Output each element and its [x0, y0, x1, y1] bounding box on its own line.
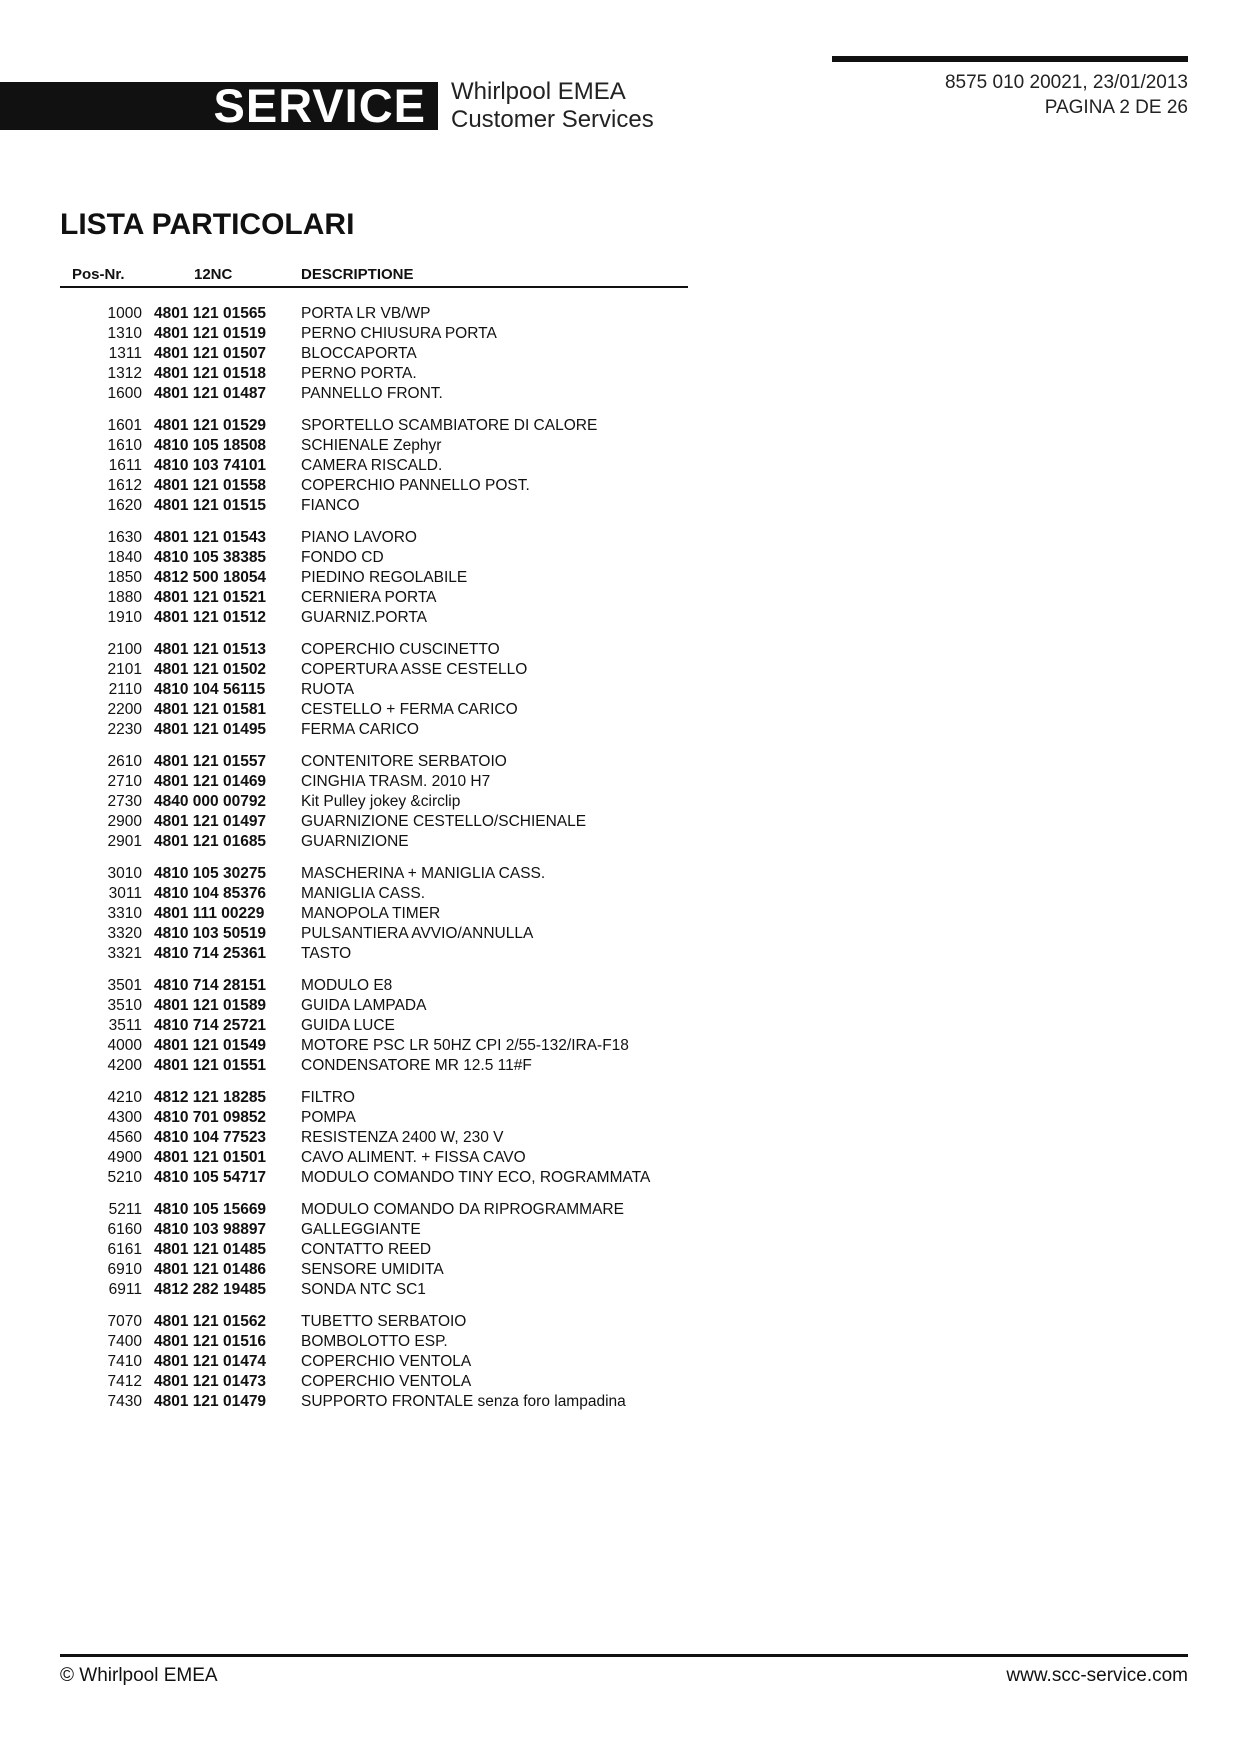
part-number-12nc: 4840 000 00792: [154, 793, 267, 810]
table-row: [60, 364, 720, 384]
table-row: [60, 792, 720, 812]
table-row: [60, 1168, 720, 1188]
table-row: [60, 548, 720, 568]
part-description: CONTENITORE SERBATOIO: [301, 753, 507, 770]
table-row: [60, 1392, 720, 1412]
pos-number: 1610: [107, 437, 142, 454]
pos-number: 7070: [107, 1313, 142, 1330]
part-description: CAMERA RISCALD.: [301, 457, 443, 474]
pos-number: 2200: [107, 701, 142, 718]
part-description: CAVO ALIMENT. + FISSA CAVO: [301, 1149, 526, 1166]
table-row: [60, 324, 720, 344]
table-row: [60, 304, 720, 324]
part-number-12nc: 4801 121 01507: [154, 345, 267, 362]
parts-group: [60, 1088, 720, 1188]
part-number-12nc: 4801 111 00229: [154, 905, 265, 922]
part-description: Kit Pulley jokey &circlip: [301, 793, 461, 810]
part-description: CERNIERA PORTA: [301, 589, 437, 606]
parts-group: [60, 752, 720, 852]
document-reference: [945, 70, 1188, 120]
part-description: GUIDA LAMPADA: [301, 997, 427, 1014]
part-description: MODULO E8: [301, 977, 393, 994]
pos-number: 1600: [107, 385, 142, 402]
part-number-12nc: 4801 121 01469: [154, 773, 267, 790]
part-description: CONDENSATORE MR 12.5 11#F: [301, 1057, 532, 1074]
part-description: TASTO: [301, 945, 352, 962]
pos-number: 4560: [107, 1129, 142, 1146]
part-number-12nc: 4810 104 56115: [154, 681, 266, 698]
part-description: PIEDINO REGOLABILE: [301, 569, 468, 586]
part-number-12nc: 4812 500 18054: [154, 569, 267, 586]
part-number-12nc: 4801 121 01512: [154, 609, 267, 626]
part-number-12nc: 4801 121 01521: [154, 589, 267, 606]
parts-group: [60, 976, 720, 1076]
pos-number: 1850: [107, 569, 142, 586]
pos-number: 1630: [107, 529, 142, 546]
table-row: [60, 944, 720, 964]
table-row: [60, 1260, 720, 1280]
table-row: [60, 832, 720, 852]
part-number-12nc: 4801 121 01515: [154, 497, 267, 514]
pos-number: 2101: [107, 661, 142, 678]
part-number-12nc: 4801 121 01487: [154, 385, 267, 402]
pos-number: 1312: [107, 365, 142, 382]
company-block: [451, 78, 654, 134]
part-number-12nc: 4810 105 15669: [154, 1201, 267, 1218]
pos-number: 1000: [107, 305, 142, 322]
parts-group: [60, 1200, 720, 1300]
pos-number: 3501: [107, 977, 142, 994]
pos-number: 4200: [107, 1057, 142, 1074]
table-row: [60, 884, 720, 904]
part-number-12nc: 4801 121 01685: [154, 833, 267, 850]
footer-rule: [60, 1654, 1188, 1657]
pos-number: 3511: [108, 1017, 142, 1034]
table-row: [60, 772, 720, 792]
page-number: PAGINA 2 DE 26: [1044, 97, 1188, 118]
table-row: [60, 976, 720, 996]
pos-number: 1612: [107, 477, 142, 494]
part-description: GUARNIZ.PORTA: [301, 609, 428, 626]
parts-group: [60, 1312, 720, 1412]
part-number-12nc: 4810 105 54717: [154, 1169, 267, 1186]
table-row: [60, 1312, 720, 1332]
part-description: PANNELLO FRONT.: [301, 385, 443, 402]
part-description: CINGHIA TRASM. 2010 H7: [301, 773, 491, 790]
part-description: BLOCCAPORTA: [301, 345, 417, 362]
table-row: [60, 1108, 720, 1128]
table-row: [60, 1088, 720, 1108]
part-description: MODULO COMANDO TINY ECO, ROGRAMMATA: [301, 1169, 651, 1186]
part-number-12nc: 4801 121 01485: [154, 1241, 267, 1258]
part-description: FILTRO: [301, 1089, 355, 1106]
part-number-12nc: 4810 701 09852: [154, 1109, 267, 1126]
part-description: GALLEGGIANTE: [301, 1221, 421, 1238]
part-number-12nc: 4801 121 01474: [154, 1353, 267, 1370]
part-description: MOTORE PSC LR 50HZ CPI 2/55-132/IRA-F18: [301, 1037, 629, 1054]
part-description: GUARNIZIONE CESTELLO/SCHIENALE: [301, 813, 587, 830]
pos-number: 1611: [108, 457, 142, 474]
parts-table: [60, 304, 720, 1424]
table-row: [60, 996, 720, 1016]
part-number-12nc: 4810 104 85376: [154, 885, 267, 902]
part-description: SENSORE UMIDITA: [301, 1261, 444, 1278]
part-description: PULSANTIERA AVVIO/ANNULLA: [301, 925, 534, 942]
pos-number: 7400: [107, 1333, 142, 1350]
part-number-12nc: 4810 105 38385: [154, 549, 267, 566]
table-row: [60, 1016, 720, 1036]
part-description: RESISTENZA 2400 W, 230 V: [301, 1129, 504, 1146]
part-description: MANIGLIA CASS.: [301, 885, 426, 902]
part-number-12nc: 4801 121 01497: [154, 813, 267, 830]
part-number-12nc: 4812 121 18285: [154, 1089, 267, 1106]
part-number-12nc: 4801 121 01518: [154, 365, 267, 382]
parts-group: [60, 304, 720, 404]
pos-number: 1601: [107, 417, 142, 434]
part-description: COPERCHIO VENTOLA: [301, 1373, 472, 1390]
table-row: [60, 384, 720, 404]
part-description: FERMA CARICO: [301, 721, 419, 738]
table-row: [60, 720, 720, 740]
part-description: RUOTA: [301, 681, 355, 698]
part-description: MODULO COMANDO DA RIPROGRAMMARE: [301, 1201, 624, 1218]
pos-number: 2230: [107, 721, 142, 738]
pos-number: 1840: [107, 549, 142, 566]
pos-number: 3011: [108, 885, 142, 902]
part-number-12nc: 4801 121 01502: [154, 661, 267, 678]
part-description: MANOPOLA TIMER: [301, 905, 441, 922]
pos-number: 2110: [108, 681, 142, 698]
pos-number: 7412: [107, 1373, 142, 1390]
pos-number: 1311: [108, 345, 142, 362]
pos-number: 6161: [107, 1241, 142, 1258]
pos-number: 5210: [107, 1169, 142, 1186]
company-department: Customer Services: [451, 106, 654, 133]
column-header-description: DESCRIPTIONE: [301, 266, 414, 283]
part-number-12nc: 4810 103 98897: [154, 1221, 267, 1238]
part-description: PIANO LAVORO: [301, 529, 417, 546]
table-row: [60, 416, 720, 436]
parts-group: [60, 528, 720, 628]
table-row: [60, 904, 720, 924]
part-description: FONDO CD: [301, 549, 384, 566]
table-row: [60, 864, 720, 884]
pos-number: 3320: [107, 925, 142, 942]
pos-number: 2730: [107, 793, 142, 810]
table-row: [60, 812, 720, 832]
table-row: [60, 700, 720, 720]
table-row: [60, 1220, 720, 1240]
parts-group: [60, 864, 720, 964]
part-number-12nc: 4810 714 25721: [154, 1017, 267, 1034]
part-number-12nc: 4810 103 74101: [154, 457, 267, 474]
table-row: [60, 1372, 720, 1392]
table-row: [60, 1332, 720, 1352]
part-number-12nc: 4810 103 50519: [154, 925, 267, 942]
part-description: COPERCHIO CUSCINETTO: [301, 641, 500, 658]
table-row: [60, 1240, 720, 1260]
pos-number: 1620: [107, 497, 142, 514]
part-number-12nc: 4801 121 01565: [154, 305, 267, 322]
pos-number: 6911: [108, 1281, 142, 1298]
part-number-12nc: 4801 121 01557: [154, 753, 267, 770]
document-number: 8575 010 20021, 23/01/2013: [944, 72, 1188, 93]
table-row: [60, 680, 720, 700]
pos-number: 1880: [107, 589, 142, 606]
part-description: COPERTURA ASSE CESTELLO: [301, 661, 528, 678]
company-name: Whirlpool EMEA: [451, 78, 626, 105]
page-title: LISTA PARTICOLARI: [60, 208, 355, 241]
part-description: PERNO PORTA.: [301, 365, 417, 382]
table-row: [60, 496, 720, 516]
pos-number: 6910: [107, 1261, 142, 1278]
table-row: [60, 1148, 720, 1168]
part-number-12nc: 4810 104 77523: [154, 1129, 267, 1146]
pos-number: 6160: [107, 1221, 142, 1238]
part-description: SUPPORTO FRONTALE senza foro lampadina: [301, 1393, 626, 1410]
part-description: SPORTELLO SCAMBIATORE DI CALORE: [301, 417, 598, 434]
table-row: [60, 1280, 720, 1300]
part-description: POMPA: [301, 1109, 356, 1126]
pos-number: 4900: [107, 1149, 142, 1166]
table-row: [60, 456, 720, 476]
part-number-12nc: 4801 121 01473: [154, 1373, 267, 1390]
part-number-12nc: 4801 121 01479: [154, 1393, 267, 1410]
pos-number: 1910: [107, 609, 142, 626]
part-description: CESTELLO + FERMA CARICO: [301, 701, 518, 718]
part-description: FIANCO: [301, 497, 360, 514]
part-description: PORTA LR VB/WP: [301, 305, 431, 322]
service-banner: [0, 79, 438, 132]
part-description: COPERCHIO PANNELLO POST.: [301, 477, 530, 494]
pos-number: 3010: [107, 865, 142, 882]
parts-group: [60, 640, 720, 740]
part-description: TUBETTO SERBATOIO: [301, 1313, 467, 1330]
part-description: PERNO CHIUSURA PORTA: [301, 325, 497, 342]
part-number-12nc: 4801 121 01551: [154, 1057, 267, 1074]
service-label: SERVICE: [213, 79, 426, 132]
part-number-12nc: 4801 121 01501: [154, 1149, 267, 1166]
part-number-12nc: 4801 121 01558: [154, 477, 267, 494]
part-description: CONTATTO REED: [301, 1241, 432, 1258]
part-number-12nc: 4801 121 01513: [154, 641, 267, 658]
pos-number: 1310: [107, 325, 142, 342]
table-row: [60, 568, 720, 588]
header-top-rule: [832, 56, 1188, 62]
part-number-12nc: 4810 714 28151: [154, 977, 267, 994]
table-row: [60, 640, 720, 660]
part-number-12nc: 4801 121 01581: [154, 701, 267, 718]
pos-number: 4300: [107, 1109, 142, 1126]
part-description: SCHIENALE Zephyr: [301, 437, 442, 454]
pos-number: 2901: [107, 833, 142, 850]
table-row: [60, 436, 720, 456]
part-number-12nc: 4812 282 19485: [154, 1281, 267, 1298]
pos-number: 7430: [107, 1393, 142, 1410]
column-header-12nc: 12NC: [194, 266, 233, 283]
part-description: GUARNIZIONE: [301, 833, 409, 850]
pos-number: 2100: [107, 641, 142, 658]
pos-number: 4000: [107, 1037, 142, 1054]
part-number-12nc: 4801 121 01486: [154, 1261, 267, 1278]
part-number-12nc: 4801 121 01519: [154, 325, 267, 342]
parts-table-header: [60, 262, 688, 288]
part-description: COPERCHIO VENTOLA: [301, 1353, 472, 1370]
table-row: [60, 924, 720, 944]
pos-number: 7410: [107, 1353, 142, 1370]
part-description: MASCHERINA + MANIGLIA CASS.: [301, 865, 546, 882]
part-number-12nc: 4801 121 01562: [154, 1313, 267, 1330]
part-number-12nc: 4810 714 25361: [154, 945, 267, 962]
pos-number: 2610: [107, 753, 142, 770]
pos-number: 2710: [107, 773, 142, 790]
footer-website: www.scc-service.com: [1006, 1665, 1188, 1686]
table-row: [60, 752, 720, 772]
pos-number: 3510: [107, 997, 142, 1014]
pos-number: 4210: [107, 1089, 142, 1106]
part-description: GUIDA LUCE: [301, 1017, 395, 1034]
table-row: [60, 1036, 720, 1056]
part-description: BOMBOLOTTO ESP.: [301, 1333, 448, 1350]
table-row: [60, 1200, 720, 1220]
parts-group: [60, 416, 720, 516]
table-row: [60, 1352, 720, 1372]
part-number-12nc: 4801 121 01516: [154, 1333, 267, 1350]
part-number-12nc: 4801 121 01549: [154, 1037, 267, 1054]
pos-number: 3310: [107, 905, 142, 922]
table-row: [60, 528, 720, 548]
pos-number: 3321: [107, 945, 142, 962]
table-row: [60, 344, 720, 364]
table-row: [60, 660, 720, 680]
part-number-12nc: 4801 121 01543: [154, 529, 267, 546]
pos-number: 5211: [108, 1201, 142, 1218]
pos-number: 2900: [107, 813, 142, 830]
table-row: [60, 1056, 720, 1076]
part-number-12nc: 4801 121 01589: [154, 997, 267, 1014]
part-description: SONDA NTC SC1: [301, 1281, 426, 1298]
part-number-12nc: 4801 121 01529: [154, 417, 267, 434]
table-row: [60, 1128, 720, 1148]
table-row: [60, 608, 720, 628]
table-row: [60, 476, 720, 496]
part-number-12nc: 4810 105 18508: [154, 437, 267, 454]
footer-copyright: © Whirlpool EMEA: [60, 1665, 218, 1686]
table-row: [60, 588, 720, 608]
part-number-12nc: 4810 105 30275: [154, 865, 267, 882]
column-header-pos: Pos-Nr.: [72, 266, 125, 283]
part-number-12nc: 4801 121 01495: [154, 721, 267, 738]
